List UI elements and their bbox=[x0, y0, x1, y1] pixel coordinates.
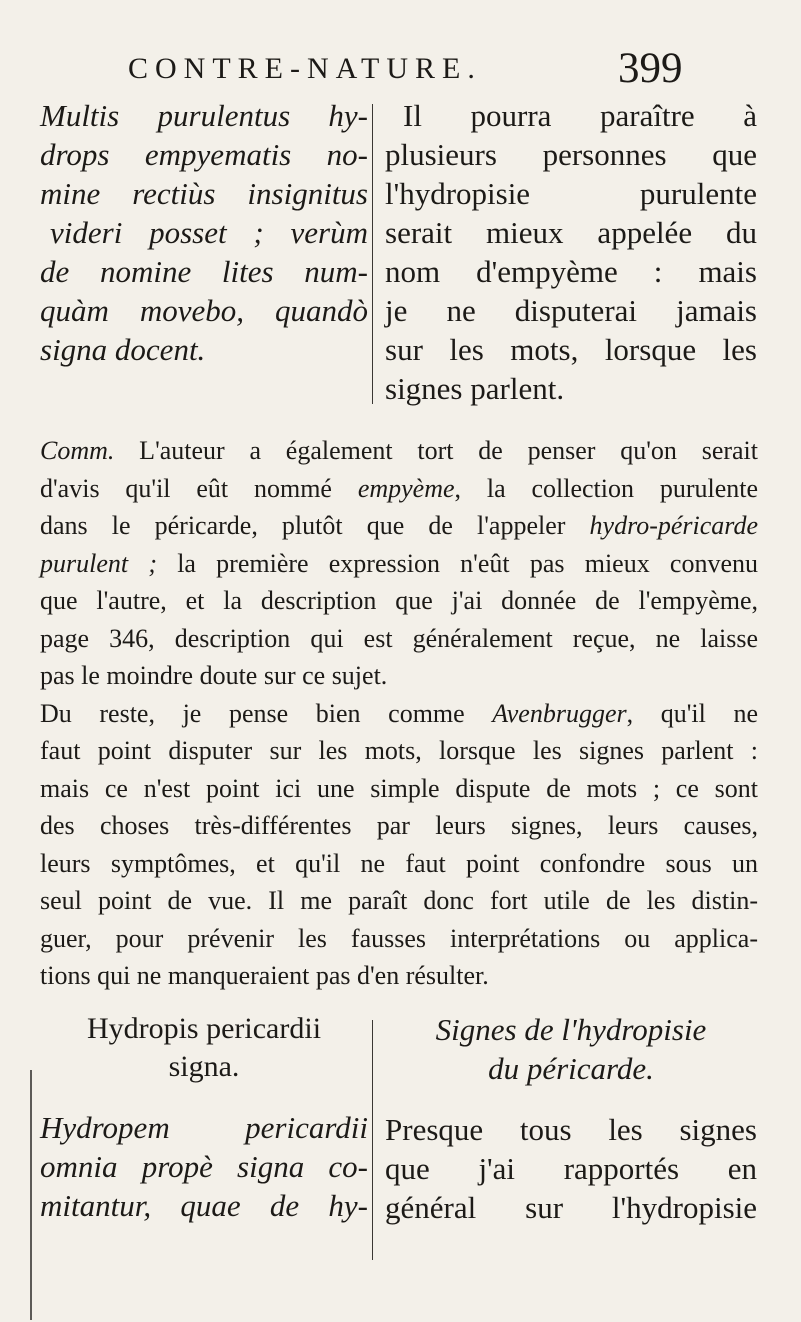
french-line: plusieurs personnes que bbox=[385, 137, 757, 172]
commentary-line: pas le moindre doute sur ce sujet. bbox=[40, 661, 388, 690]
commentary-line: faut point disputer sur les mots, lorsque les signes parlent : bbox=[40, 736, 758, 765]
commentary-line: des choses très-différentes par leurs signes, leurs causes, bbox=[40, 811, 758, 840]
page-number: 399 bbox=[618, 45, 683, 92]
column-divider bbox=[372, 1020, 373, 1260]
page-edge-shadow bbox=[30, 1070, 32, 1320]
french-line: signes parlent. bbox=[385, 371, 565, 406]
latin-line: drops empyematis no- bbox=[40, 137, 368, 172]
french-line: nom d'empyème : mais bbox=[385, 254, 757, 289]
french-column-bottom bbox=[385, 1010, 757, 1227]
latin-line: Multis purulentus hy- bbox=[40, 98, 368, 133]
commentary-line: que l'autre, et la description que j'ai donnée de l'empyème, bbox=[40, 586, 758, 615]
latin-line: de nomine lites num- bbox=[40, 254, 368, 289]
french-line: que j'ai rapportés en bbox=[385, 1151, 757, 1186]
latin-line: omnia propè signa co- bbox=[40, 1149, 368, 1184]
latin-column-top bbox=[40, 96, 368, 369]
latin-heading: signa. bbox=[168, 1050, 240, 1083]
commentary bbox=[40, 432, 758, 995]
page-header bbox=[128, 45, 688, 102]
column-divider bbox=[372, 104, 373, 404]
commentary-line: d'avis qu'il eût nommé empyème, la collection purulente bbox=[40, 473, 759, 503]
latin-line: signa docent. bbox=[40, 332, 206, 367]
french-line: l'hydropisie purulente bbox=[385, 176, 757, 211]
commentary-line: mais ce n'est point ici une simple dispute de mots ; ce sont bbox=[40, 773, 758, 803]
latin-line: mitantur, quae de hy- bbox=[40, 1188, 368, 1223]
french-heading: du péricarde. bbox=[488, 1051, 654, 1086]
running-title: CONTRE-NATURE. bbox=[128, 52, 482, 85]
commentary-line: purulent ; la première expression n'eût pas mieux convenu bbox=[40, 548, 758, 578]
french-line: serait mieux appelée du bbox=[385, 215, 757, 250]
french-line: général sur l'hydropisie bbox=[385, 1190, 757, 1225]
commentary-line: Comm. L'auteur a également tort de penser qu'on serait bbox=[40, 436, 758, 465]
french-column-top bbox=[385, 96, 757, 408]
commentary-line: tions qui ne manqueraient pas d'en résulter. bbox=[40, 961, 489, 990]
latin-column-bottom bbox=[40, 1010, 368, 1225]
commentary-line: seul point de vue. Il me paraît donc fort utile de les distin- bbox=[40, 886, 758, 915]
latin-line: quàm movebo, quandò bbox=[40, 293, 368, 328]
commentary-line: guer, pour prévenir les fausses interprétations ou applica- bbox=[40, 923, 758, 953]
latin-line: Hydropem pericardii bbox=[40, 1110, 368, 1145]
latin-line: videri posset ; verùm bbox=[50, 215, 368, 250]
commentary-line: leurs symptômes, et qu'il ne faut point confondre sous un bbox=[40, 848, 758, 878]
french-line: sur les mots, lorsque les bbox=[385, 332, 757, 367]
latin-line: mine rectiùs insignitus bbox=[40, 176, 368, 211]
french-heading: Signes de l'hydropisie bbox=[435, 1012, 707, 1047]
french-line: Il pourra paraître à bbox=[403, 98, 757, 133]
commentary-line: Du reste, je pense bien comme Avenbrugger, qu'il ne bbox=[40, 698, 759, 728]
french-line: je ne disputerai jamais bbox=[385, 293, 757, 328]
french-line: Presque tous les signes bbox=[385, 1112, 757, 1147]
latin-heading: Hydropis pericardii bbox=[86, 1012, 322, 1045]
commentary-line: dans le péricarde, plutôt que de l'appeler hydro-péricarde bbox=[40, 511, 758, 540]
commentary-line: page 346, description qui est généralement reçue, ne laisse bbox=[40, 623, 758, 653]
